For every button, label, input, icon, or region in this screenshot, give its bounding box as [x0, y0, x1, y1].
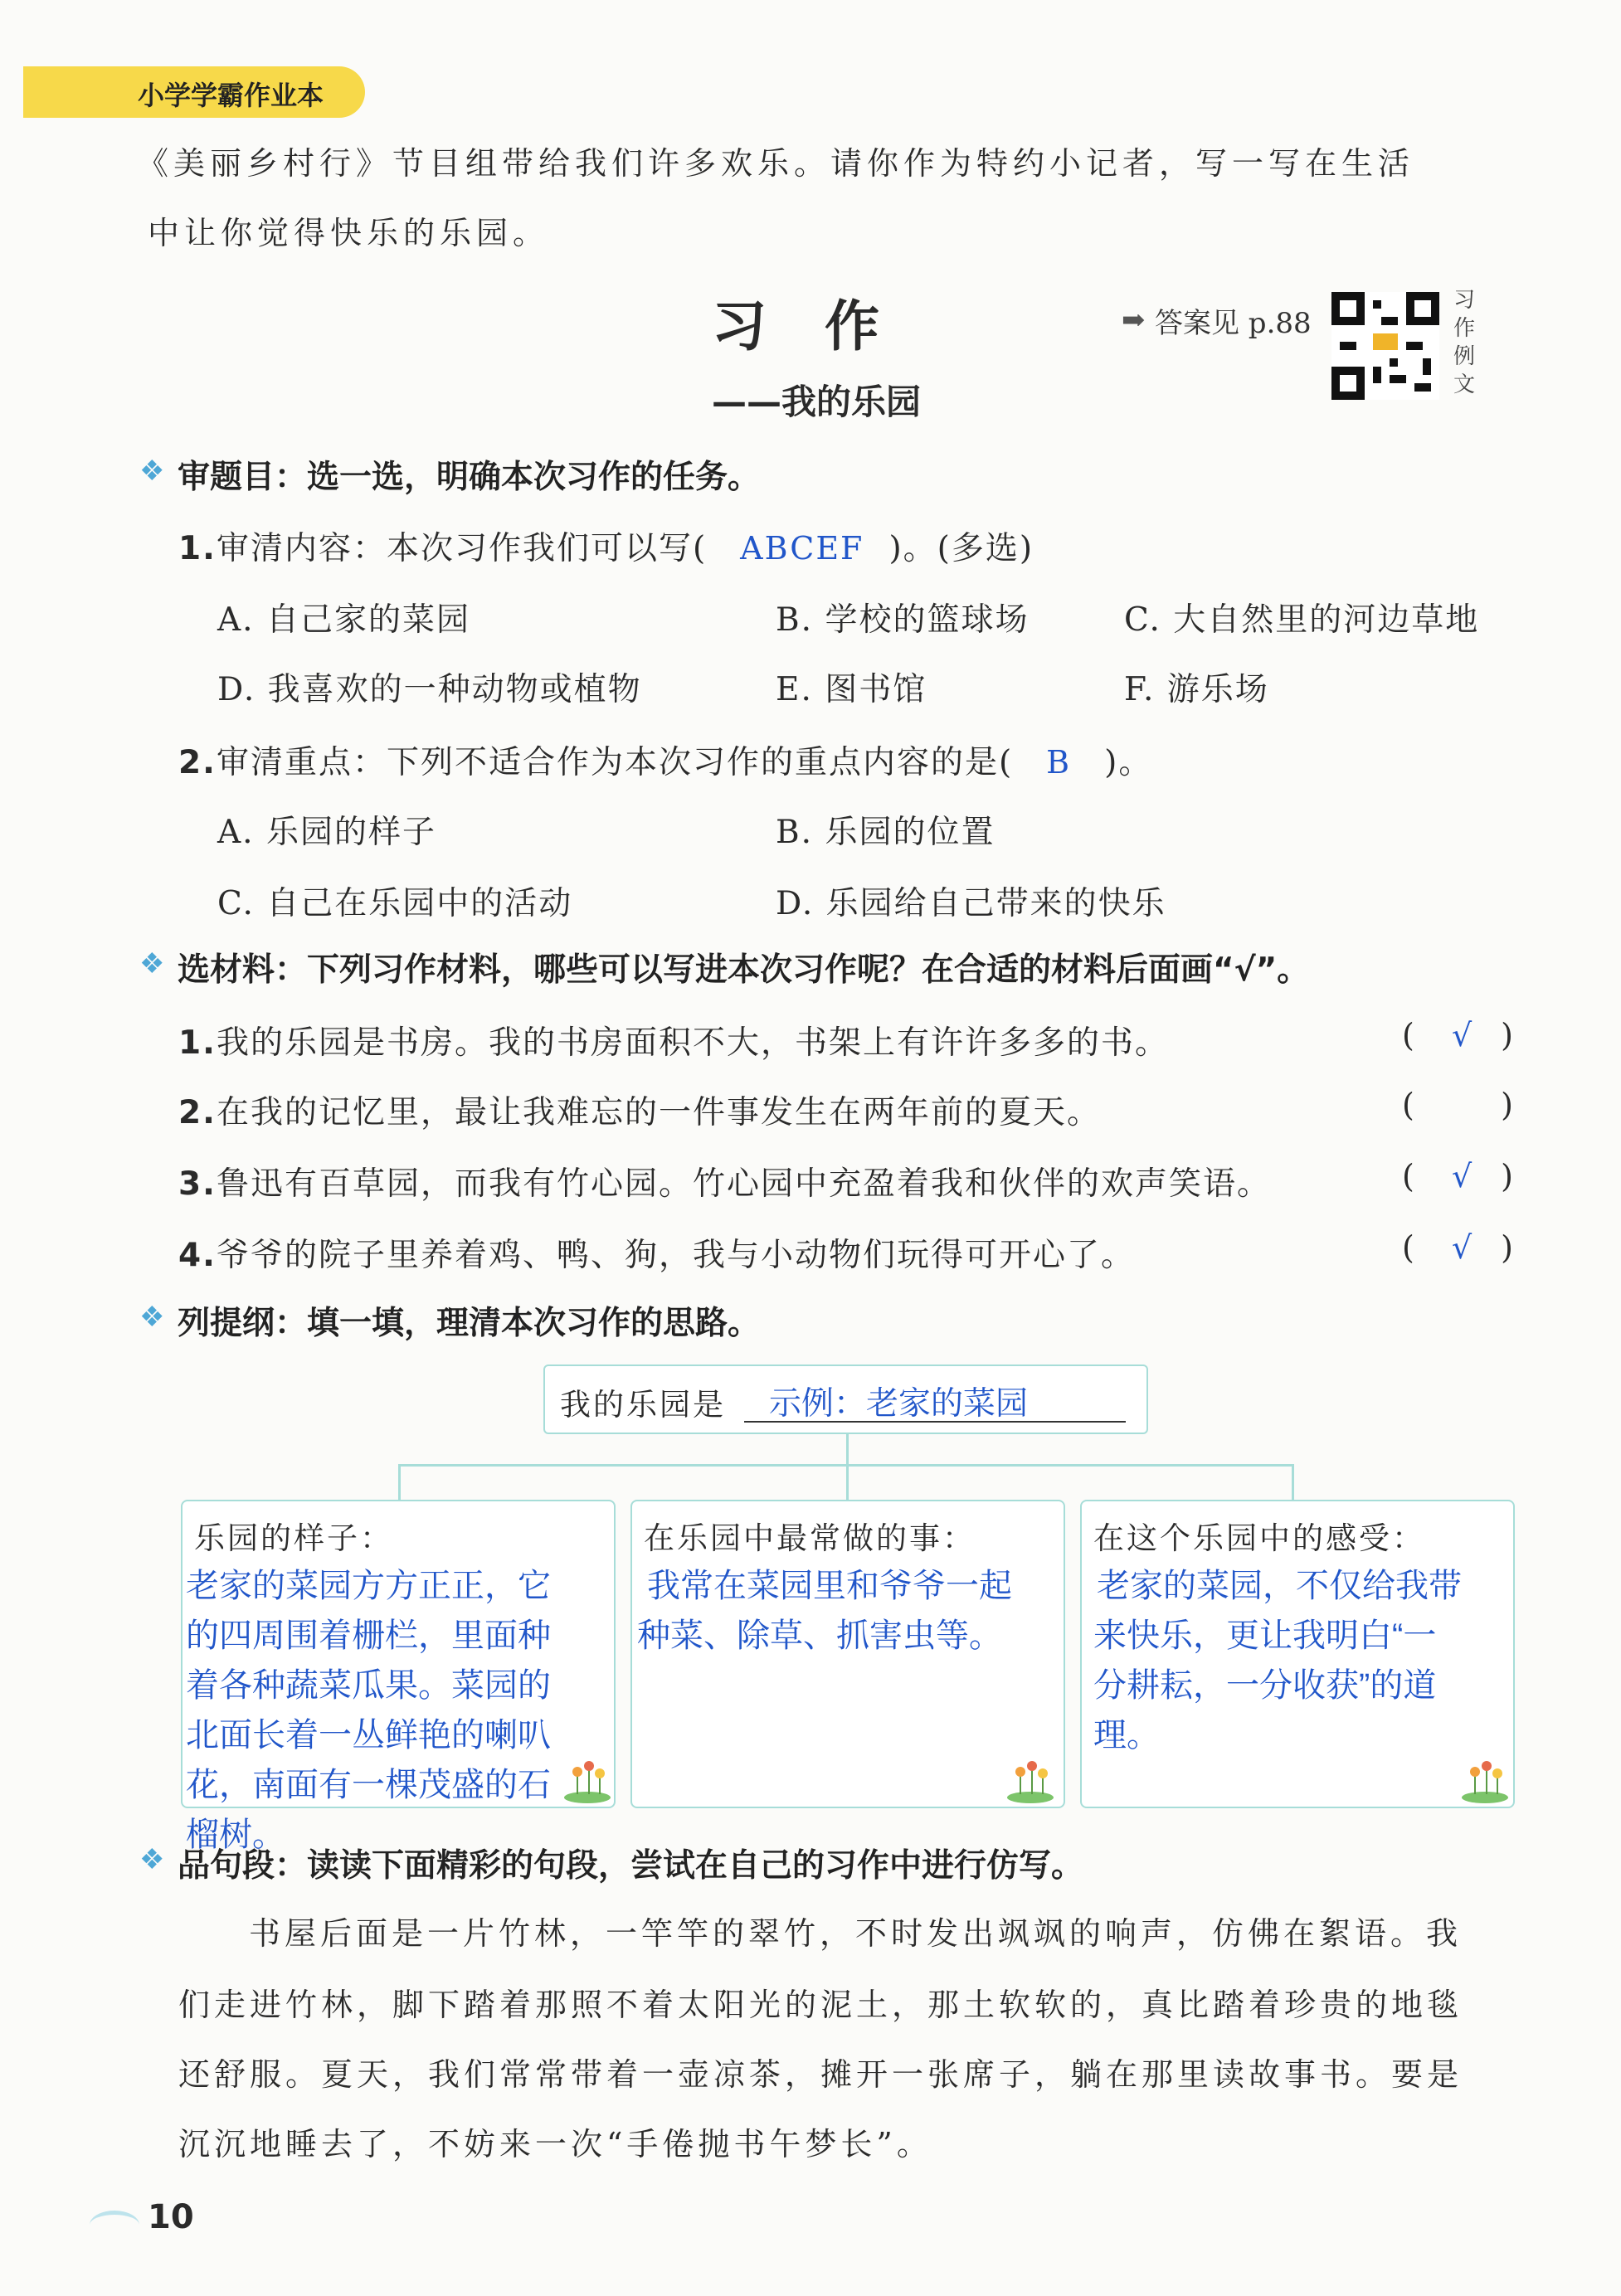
outline-box-activities	[630, 1500, 1065, 1808]
answer-line: 来快乐，更让我明白“一	[1093, 1617, 1437, 1654]
answer-line: 着各种蔬菜瓜果。菜园的	[186, 1667, 551, 1704]
material-item	[178, 1017, 1169, 1063]
option-b: B. 学校的篮球场	[776, 601, 1030, 639]
answer-line: 我常在菜园里和爷爷一起	[647, 1568, 1012, 1604]
option-e: E. 图书馆	[776, 671, 927, 708]
page-number: 10	[148, 2198, 194, 2236]
option-d: D. 乐园给自己带来的快乐	[776, 885, 1166, 922]
page-corner-decoration	[90, 2211, 139, 2240]
diamond-icon: ❖	[139, 455, 165, 488]
intro-line-1: 《美丽乡村行》节目组带给我们许多欢乐。请你作为特约小记者，写一写在生活	[137, 145, 1415, 182]
answer-line: 种菜、除草、抓害虫等。	[637, 1617, 1002, 1654]
page-subtitle: ——我的乐园	[712, 382, 922, 422]
series-title: 小学学霸作业本	[138, 80, 324, 111]
option-d: D. 我喜欢的一种动物或植物	[217, 671, 642, 708]
item-text: 我的乐园是书房。我的书房面积不大，书架上有许许多多的书。	[216, 1024, 1169, 1062]
excerpt-line: 们走进竹林，脚下踏着那照不着太阳光的泥土，那土软软的，真比踏着珍贵的地毯	[178, 1987, 1463, 2023]
connector-line	[398, 1464, 401, 1501]
box-answer	[186, 1561, 551, 1860]
item-text: 爷爷的院子里养着鸡、鸭、狗，我与小动物们玩得可开心了。	[216, 1237, 1135, 1274]
option-f: F. 游乐场	[1124, 671, 1269, 708]
section-heading-sentences: 品句段：读读下面精彩的句段，尝试在自己的习作中进行仿写。	[178, 1847, 1084, 1885]
excerpt-line: 书屋后面是一片竹林，一竿竿的翠竹，不时发出飒飒的响声，仿佛在絮语。我	[249, 1915, 1463, 1952]
item-number: 2.	[178, 1094, 217, 1131]
answer-reference: 答案见 p.88	[1155, 307, 1312, 340]
outline-topic-field[interactable]	[744, 1373, 1126, 1423]
answer-line: 老家的菜园方方正正，它	[186, 1568, 551, 1604]
answer-line: 的四周围着栅栏，里面种	[186, 1617, 551, 1654]
answer-line: 理。	[1093, 1717, 1160, 1754]
paren-left: (	[1402, 1017, 1414, 1053]
question-number: 2.	[178, 744, 217, 781]
flower-icon	[562, 1758, 612, 1803]
intro-line-2: 中让你觉得快乐的乐园。	[148, 215, 550, 251]
answer-text: B	[1046, 744, 1072, 781]
question-2	[178, 737, 1152, 783]
connector-line	[1292, 1464, 1294, 1501]
connector-line	[846, 1433, 849, 1466]
answer-line: 分耕耘，一分收获”的道	[1093, 1667, 1437, 1704]
answer-text: ABCEF	[740, 530, 864, 567]
outline-box-feelings	[1080, 1500, 1515, 1808]
section-heading-materials: 选材料：下列习作材料，哪些可以写进本次习作呢？在合适的材料后面画“√”。	[178, 951, 1310, 989]
item-number: 4.	[178, 1237, 217, 1274]
outline-topic-box	[543, 1364, 1148, 1434]
qr-code-icon[interactable]	[1331, 292, 1439, 400]
outline-box-appearance	[181, 1500, 616, 1853]
qr-label: 习作例文	[1453, 288, 1475, 397]
material-item	[178, 1158, 1271, 1204]
arrow-right-icon: ➡	[1122, 304, 1146, 337]
diamond-icon: ❖	[139, 1301, 165, 1334]
option-b: B. 乐园的位置	[776, 814, 995, 851]
question-1	[178, 523, 1034, 569]
paren-left: (	[1402, 1229, 1414, 1266]
paren-right: )	[1501, 1017, 1513, 1053]
box-heading: 在乐园中最常做的事：	[644, 1520, 976, 1556]
paren-right: )	[1501, 1158, 1513, 1194]
paren-left: (	[1402, 1158, 1414, 1194]
section-heading-outline: 列提纲：填一填，理清本次习作的思路。	[178, 1305, 761, 1342]
flower-icon	[1005, 1758, 1055, 1803]
question-suffix: )。(多选)	[888, 530, 1034, 567]
answer-line: 北面长着一丛鲜艳的喇叭	[186, 1717, 551, 1754]
item-text: 鲁迅有百草园，而我有竹心园。竹心园中充盈着我和伙伴的欢声笑语。	[216, 1165, 1271, 1203]
page-title: 习作	[712, 294, 937, 358]
paren-right: )	[1501, 1087, 1513, 1123]
series-tag	[23, 66, 365, 118]
question-text: 审清重点：下列不适合作为本次习作的重点内容的是(	[216, 744, 1014, 781]
answer-line: 花，南面有一棵茂盛的石	[186, 1767, 551, 1803]
diamond-icon: ❖	[139, 1843, 165, 1876]
answer-line: 老家的菜园，不仅给我带	[1097, 1568, 1462, 1604]
box-heading: 在这个乐园中的感受：	[1093, 1520, 1425, 1556]
material-item	[178, 1087, 1101, 1133]
paren-left: (	[1402, 1087, 1414, 1123]
answer-line: 榴树。	[186, 1817, 285, 1853]
outline-topic-label: 我的乐园是	[560, 1387, 726, 1423]
item-number: 1.	[178, 1024, 217, 1062]
item-text: 在我的记忆里，最让我难忘的一件事发生在两年前的夏天。	[216, 1094, 1101, 1131]
diamond-icon: ❖	[139, 947, 165, 980]
paren-right: )	[1501, 1229, 1513, 1266]
option-a: A. 乐园的样子	[217, 814, 436, 851]
item-number: 3.	[178, 1165, 217, 1203]
check-mark: √	[1452, 1158, 1473, 1194]
material-item	[178, 1229, 1135, 1276]
check-mark: √	[1452, 1229, 1473, 1266]
section-heading-review: 审题目：选一选，明确本次习作的任务。	[178, 459, 761, 496]
box-answer	[637, 1561, 1012, 1661]
box-answer	[1093, 1561, 1462, 1760]
option-a: A. 自己家的菜园	[217, 601, 470, 639]
excerpt-line: 还舒服。夏天，我们常常带着一壶凉茶，摊开一张席子，躺在那里读故事书。要是	[178, 2056, 1463, 2093]
question-suffix: )。	[1104, 744, 1153, 781]
check-mark: √	[1452, 1017, 1473, 1053]
excerpt-line: 沉沉地睡去了，不妨来一次“手倦抛书午梦长”。	[178, 2126, 932, 2162]
option-c: C. 大自然里的河边草地	[1124, 601, 1480, 639]
question-number: 1.	[178, 530, 217, 567]
flower-icon	[1460, 1758, 1510, 1803]
option-c: C. 自己在乐园中的活动	[217, 885, 573, 922]
box-heading: 乐园的样子：	[194, 1520, 393, 1556]
question-text: 审清内容：本次习作我们可以写(	[216, 530, 708, 567]
outline-topic-answer: 示例：老家的菜园	[769, 1386, 1029, 1422]
connector-line	[846, 1464, 849, 1501]
